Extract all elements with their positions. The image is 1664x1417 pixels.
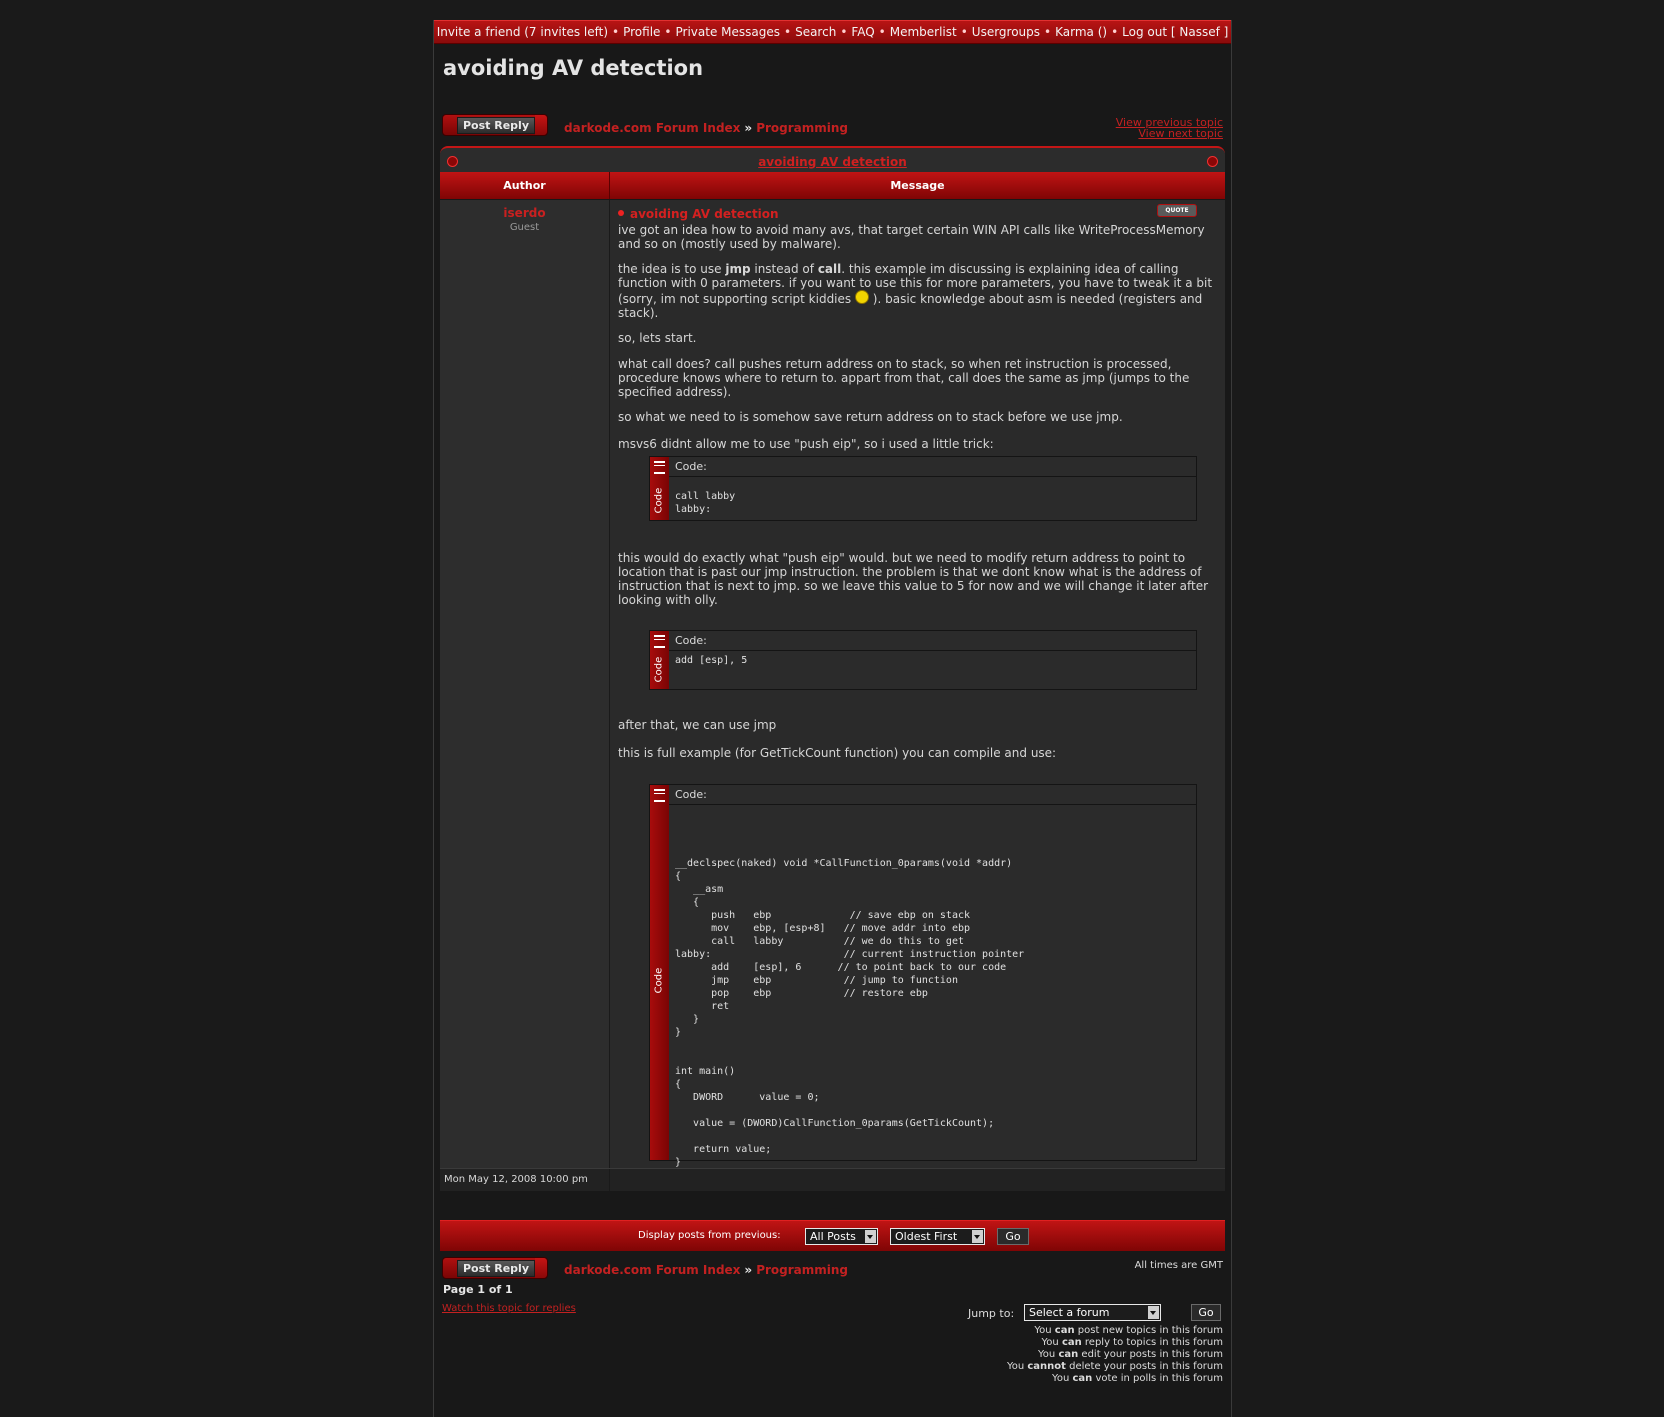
top-navigation: Invite a friend (7 invites left) • Profile • Private Messages • Search • FAQ • Memberlist • Usergroups • Karma () • Log out [ Nassef ] bbox=[434, 20, 1231, 44]
code-block: Code Code: call labby labby: bbox=[649, 456, 1197, 521]
watch-topic-link[interactable]: Watch this topic for replies bbox=[442, 1303, 576, 1314]
page-wrapper bbox=[433, 20, 1232, 1417]
code-content: call labby labby: bbox=[675, 491, 736, 515]
table-header bbox=[440, 172, 1225, 199]
post-reply-label: Post Reply bbox=[457, 1260, 535, 1277]
post-reply-button[interactable] bbox=[442, 114, 548, 136]
permission-line: You cannot delete your posts in this forum bbox=[1006, 1361, 1223, 1372]
page-count: Page 1 of 1 bbox=[443, 1283, 513, 1296]
list-icon bbox=[654, 789, 665, 802]
breadcrumb-forum[interactable]: Programming bbox=[756, 1263, 849, 1277]
code-block: Code Code: __declspec(naked) void *CallFunction_0params(void *addr) { __asm { push ebp // save ebp on stack mov ebp, [esp+8] // move addr into ebp call labby // we do this to get labby: // current instruction pointer add [esp], 6 // to point back to our code jmp ebp // jump to function pop ebp // restore ebp ret } } int main() { DWORD value = 0; value = (DWORD)CallFunction_0params(GetTickCount); return value; } bbox=[649, 784, 1197, 1161]
timezone-note: All times are GMT bbox=[1134, 1260, 1223, 1271]
smiley-icon bbox=[855, 290, 869, 304]
breadcrumb-forum[interactable]: Programming bbox=[756, 121, 849, 135]
post-paragraph: this would do exactly what "push eip" would. but we need to modify return address to point to location that is past our jmp instruction. the problem is that we dont know what is the address of instruction that is next to jmp. so we leave this value to 5 for now and we will change it later after looking with olly. bbox=[618, 551, 1209, 607]
post-paragraph: so, lets start. bbox=[618, 331, 697, 345]
permission-line: You can reply to topics in this forum bbox=[1041, 1337, 1223, 1348]
jump-go-button[interactable]: Go bbox=[1191, 1304, 1221, 1321]
sort-order-select[interactable]: Oldest First bbox=[890, 1228, 985, 1245]
post-paragraph: this is full example (for GetTickCount function) you can compile and use: bbox=[618, 746, 1057, 760]
jump-to-label: Jump to: bbox=[968, 1307, 1015, 1320]
post-author[interactable]: iserdo bbox=[503, 206, 546, 220]
nav-faq[interactable]: FAQ bbox=[851, 25, 875, 39]
display-posts-label: Display posts from previous: bbox=[638, 1230, 781, 1241]
nav-karma[interactable]: Karma () bbox=[1055, 25, 1108, 39]
page-title: avoiding AV detection bbox=[443, 56, 704, 80]
display-go-button[interactable]: Go bbox=[997, 1228, 1029, 1245]
nav-private-messages[interactable]: Private Messages bbox=[675, 25, 780, 39]
list-icon bbox=[654, 635, 665, 648]
code-content: add [esp], 5 bbox=[675, 655, 748, 666]
topic-title-bar bbox=[440, 146, 1225, 174]
post-date: Mon May 12, 2008 10:00 pm bbox=[444, 1174, 588, 1185]
post-reply-button[interactable] bbox=[442, 1257, 548, 1279]
display-options-bar bbox=[440, 1220, 1225, 1251]
breadcrumb-forum-index[interactable]: darkode.com Forum Index bbox=[564, 121, 741, 135]
quote-button[interactable]: QUOTE bbox=[1157, 204, 1197, 217]
nav-memberlist[interactable]: Memberlist bbox=[889, 25, 957, 39]
author-cell bbox=[440, 200, 610, 1190]
breadcrumb: darkode.com Forum Index » Programming bbox=[564, 121, 849, 135]
post-reply-label: Post Reply bbox=[457, 117, 535, 134]
post-subject: avoiding AV detection bbox=[618, 207, 779, 221]
chevron-down-icon bbox=[865, 1230, 876, 1243]
post-paragraph: ive got an idea how to avoid many avs, that target certain WIN API calls like WriteProcessMemory and so on (mostly used by malware). bbox=[618, 223, 1205, 251]
jump-to-select[interactable]: Select a forum bbox=[1024, 1304, 1161, 1321]
nav-usergroups[interactable]: Usergroups bbox=[971, 25, 1041, 39]
code-content: __declspec(naked) void *CallFunction_0params(void *addr) { __asm { push ebp // save ebp on stack mov ebp, [esp+8] // move addr into ebp call labby // we do this to get labby: // current instruction pointer add [esp], 6 // to point back to our code jmp ebp // jump to function pop ebp // restore ebp ret } } int main() { DWORD value = 0; value = (DWORD)CallFunction_0params(GetTickCount); return value; } bbox=[675, 858, 1025, 1168]
code-block: Code Code: add [esp], 5 bbox=[649, 630, 1197, 690]
nav-logout[interactable]: Log out [ Nassef ] bbox=[1122, 25, 1229, 39]
nav-invite[interactable]: Invite a friend (7 invites left) bbox=[436, 25, 609, 39]
post-paragraph: so what we need to is somehow save return address on to stack before we use jmp. bbox=[618, 410, 1123, 424]
breadcrumb-forum-index[interactable]: darkode.com Forum Index bbox=[564, 1263, 741, 1277]
posts-range-select[interactable]: All Posts bbox=[805, 1228, 878, 1245]
topic-title-link[interactable]: avoiding AV detection bbox=[758, 155, 907, 169]
permission-line: You can post new topics in this forum bbox=[1034, 1325, 1223, 1336]
chevron-down-icon bbox=[972, 1230, 983, 1243]
post-paragraph: the idea is to use jmp instead of call. this example im discussing is explaining idea of calling function with 0 parameters. if you want to use this for more parameters, you have to tweak it a bit (sorry, im not supporting script kiddies ). basic knowledge about asm is needed (registers and stack). bbox=[618, 262, 1213, 320]
post-row bbox=[440, 200, 1225, 1190]
author-rank: Guest bbox=[509, 222, 540, 233]
nav-profile[interactable]: Profile bbox=[623, 25, 661, 39]
list-icon bbox=[654, 461, 665, 474]
post-bullet-icon bbox=[618, 210, 624, 216]
message-column-header: Message bbox=[890, 179, 945, 192]
permission-line: You can edit your posts in this forum bbox=[1038, 1349, 1223, 1360]
post-paragraph: after that, we can use jmp bbox=[618, 718, 777, 732]
view-previous-topic-link[interactable]: View previous topic bbox=[1115, 116, 1223, 129]
view-next-topic-link[interactable]: View next topic bbox=[1138, 127, 1223, 140]
permission-line: You can vote in polls in this forum bbox=[1052, 1373, 1223, 1384]
post-footer bbox=[440, 1168, 1225, 1191]
post-paragraph: msvs6 didnt allow me to use "push eip", so i used a little trick: bbox=[618, 437, 994, 451]
post-paragraph: what call does? call pushes return address on to stack, so when ret instruction is processed, procedure knows where to return to. appart from that, call does the same as jmp (jumps to the specified address). bbox=[618, 357, 1190, 399]
breadcrumb: darkode.com Forum Index » Programming bbox=[564, 1263, 849, 1277]
chevron-down-icon bbox=[1148, 1306, 1159, 1319]
author-column-header: Author bbox=[440, 172, 610, 199]
nav-search[interactable]: Search bbox=[795, 25, 837, 39]
